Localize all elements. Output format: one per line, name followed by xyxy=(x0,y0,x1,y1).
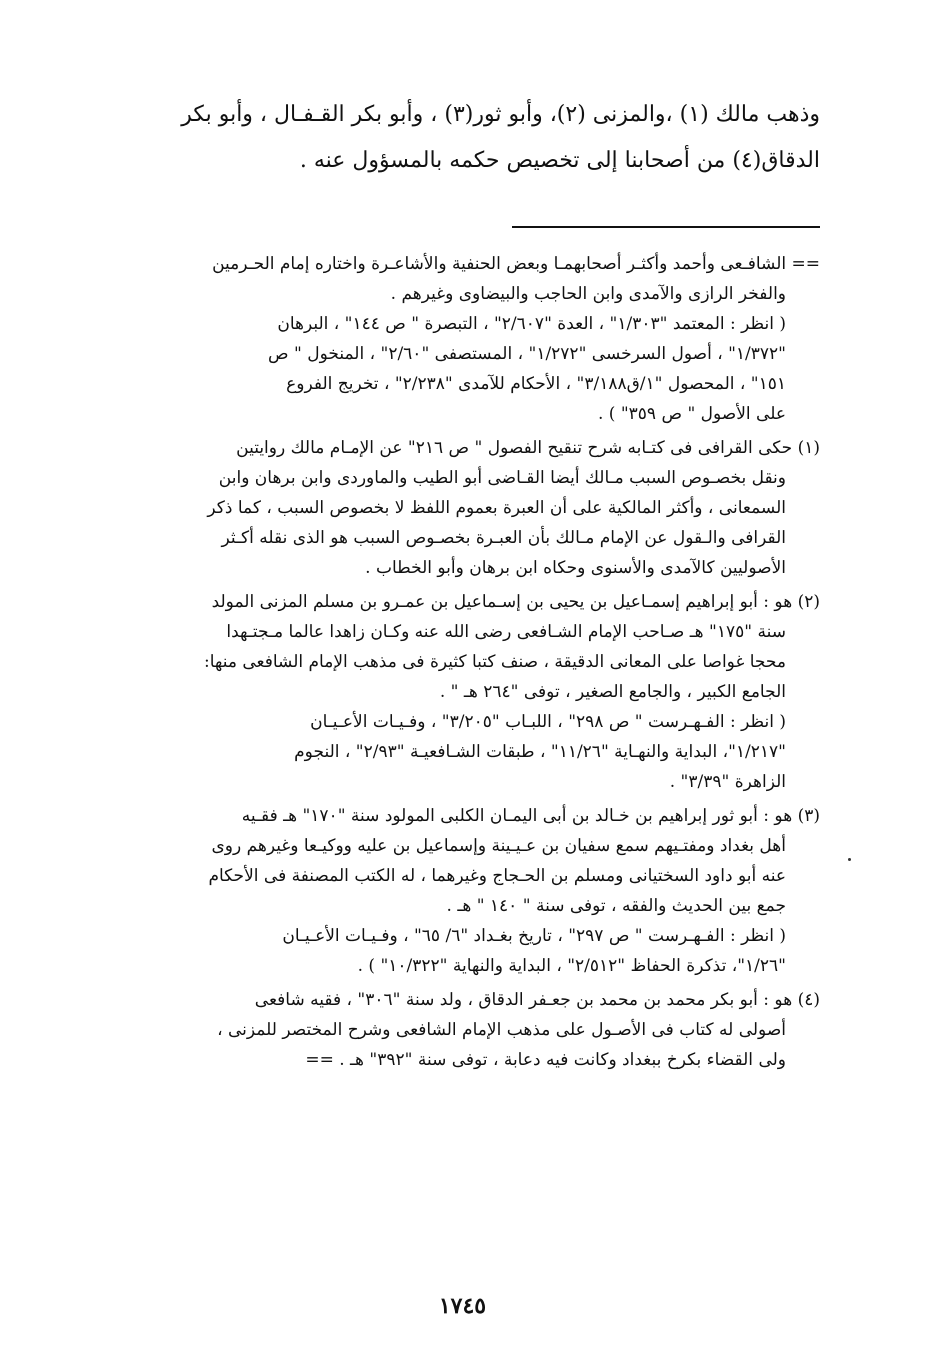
footnote-continued xyxy=(108,249,820,429)
footnote-line: جمع بين الحديث والفقه ، توفى سنة " ١٤٠ " هـ . xyxy=(446,896,786,916)
page-number: ١٧٤٥ xyxy=(438,1293,487,1319)
footnote-line: سنة "١٧٥" هـ صـاحب الإمام الشـافعى رضى الله عنه وكـان زاهدا عالما مـجتـهدا xyxy=(226,622,786,642)
footnote-line: "١/٣٧٢" ، أصول السرخسى "١/٢٧٢" ، المستصفى "٢/٦٠" ، المنخول " ص xyxy=(268,344,786,364)
scan-speck xyxy=(848,858,851,861)
footnote-line: ولى القضاء بكرخ ببغداد وكانت فيه دعابة ، توفى سنة "٣٩٢" هـ . == xyxy=(305,1050,786,1070)
footnote-line: محجا غواصا على المعانى الدقيقة ، صنف كتبا كثيرة فى مذهب الإمام الشافعى منها: xyxy=(203,652,786,672)
footnote-line: أصولى له كتاب فى الأصـول على مذهب الإمام الشافعى وشرح المختصر للمزنى ، xyxy=(217,1020,786,1040)
footnote-line: الجامع الكبير ، والجامع الصغير ، توفى "٢٦٤ هـ " . xyxy=(439,682,786,702)
footnote-line: الأصوليين كالآمدى والأسنوى وحكاه ابن برهان وأبو الخطاب . xyxy=(365,558,786,578)
footnote-line: والفخر الرازى والآمدى وابن الحاجب والبيضاوى وغيرهم . xyxy=(390,284,786,304)
footnote-line: "١/٢١٧"، البداية والنهـاية "١١/٢٦" ، طبقات الشـافعيـة "٢/٩٣" ، النجوم xyxy=(294,742,786,762)
footnote-line: أهل بغداد ومفتـيهم سمع سفيان بن عـيـينة وإسماعيل بن عليه ووكيـعا وغيرهم روى xyxy=(211,836,786,856)
footnote-line: ( انظر : المعتمد "١/٣٠٣" ، العدة "٢/٦٠٧" ، التبصرة " ص ١٤٤" ، البرهان xyxy=(277,314,786,334)
footnote-line: الزاهرة "٣/٣٩" . xyxy=(669,772,786,792)
footnote-2 xyxy=(108,587,820,797)
footnote-line: (٤) هو : أبو بكر محمد بن محمد بن جعـفر الدقاق ، ولد سنة "٣٠٦" ، فقيه شافعى xyxy=(254,990,820,1010)
footnotes xyxy=(108,249,820,1079)
footnote-separator xyxy=(512,226,820,228)
footnote-line: "١/٢٦"، تذكرة الحفاظ "٢/٥١٢" ، البداية والنهاية "١٠/٣٢٢" ) . xyxy=(357,956,786,976)
footnote-line: == الشافـعى وأحمد وأكثـر أصحابهمـا وبعض الحنفية والأشاعـرة واختاره إمام الحـرمين xyxy=(212,254,820,274)
footnote-line: (١) حكى القرافى فى كتـابه شرح تنقيح الفصول " ص ٢١٦" عن الإمـام مالك روايتين xyxy=(236,438,820,458)
footnote-1 xyxy=(108,433,820,583)
footnote-3 xyxy=(108,801,820,981)
footnote-line: (٣) هو : أبو ثور إبراهيم بن خـالد بن أبى اليمـان الكلبى المولود سنة "١٧٠" هـ فقـيه xyxy=(241,806,820,826)
footnote-line: على الأصول " ص ٣٥٩" ) . xyxy=(598,404,786,424)
footnote-line: ونقل بخصـوص السبب مـالك أيضا القـاضى أبو الطيب والماوردى وابن برهان وابن xyxy=(218,468,786,488)
footnote-line: ١٥١" ، المحصول "١/ق٣/١٨٨" ، الأحكام للآمدى "٢/٢٣٨" ، تخريج الفروع xyxy=(286,374,786,394)
footnote-line: ( انظر : الفـهـرست " ص ٢٩٨" ، اللبـاب "٣/٢٠٥" ، وفـيـات الأعـيـان xyxy=(310,712,786,732)
footnote-line: ( انظر : الفـهـرست " ص ٢٩٧" ، تاريخ بغـداد "٦/ ٦٥" ، وفـيـات الأعـيـان xyxy=(282,926,786,946)
footnote-line: السمعانى ، وأكثر المالكية على أن العبرة بعموم اللفظ لا بخصوص السبب ، كما ذكر xyxy=(207,498,786,518)
main-text-line: وذهب مالك (١) ،والمزنى (٢)، وأبو ثور(٣) ، وأبو بكر القـفـال ، وأبو بكر xyxy=(181,102,820,127)
footnote-line: عنه أبو داود السختيانى ومسلم بن الحـجاج وغيرهما ، له الكتب المصنفة فى الأحكام xyxy=(208,866,786,886)
main-text xyxy=(100,92,820,184)
footnote-line: القرافى والـقول عن الإمام مـالك بأن العبـرة بخصـوص السبب هو الذى نقله أكـثر xyxy=(221,528,786,548)
main-text-line: الدقاق(٤) من أصحابنا إلى تخصيص حكمه بالمسؤول عنه . xyxy=(299,148,820,173)
footnote-4 xyxy=(108,985,820,1075)
footnote-line: (٢) هو : أبو إبراهيم إسمـاعيل بن يحيى بن إسـماعيل بن عمـرو بن مسلم المزنى المولد xyxy=(211,592,820,612)
